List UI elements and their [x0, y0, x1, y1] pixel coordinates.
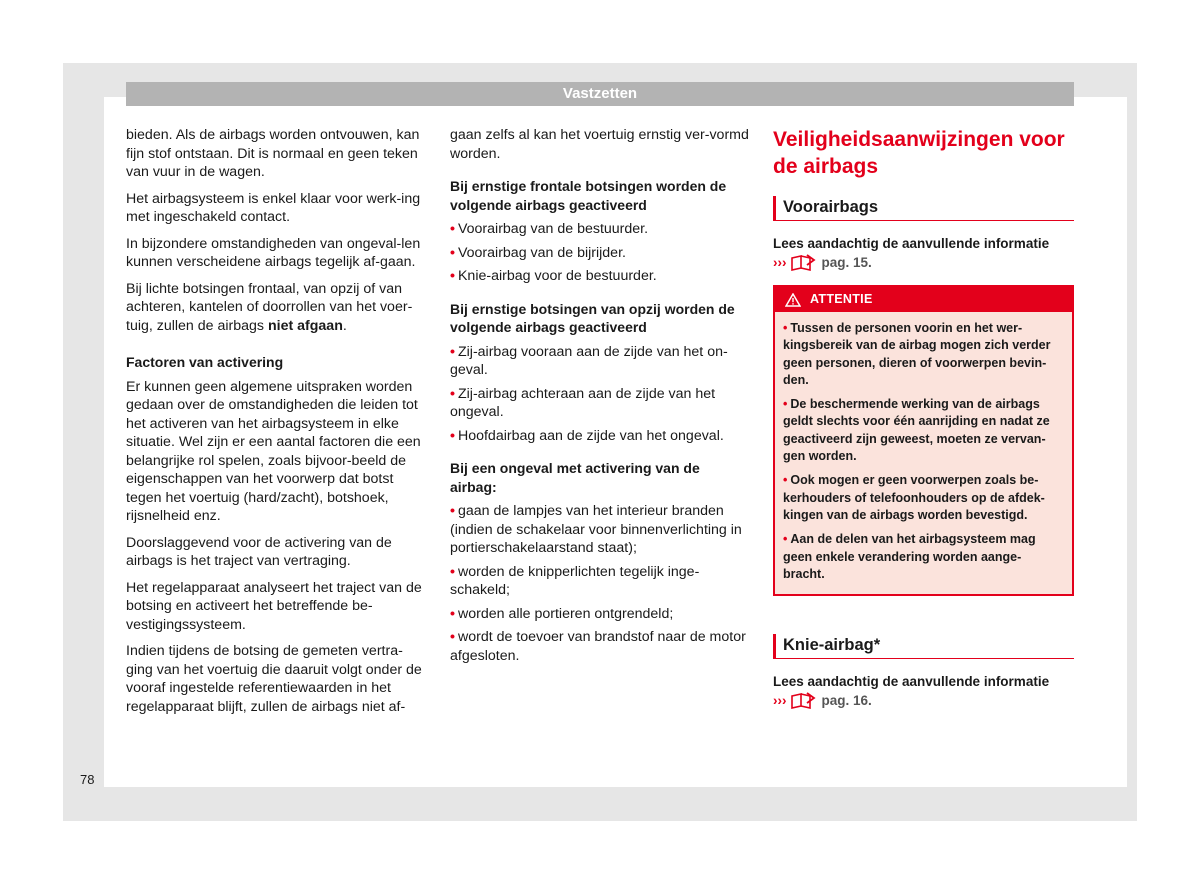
- bullet-dot: •: [450, 268, 455, 284]
- reference-page: pag. 16.: [821, 693, 872, 709]
- list-item-text: Hoofdairbag aan de zijde van het ongeval.: [457, 427, 724, 444]
- bullet-dot: •: [783, 397, 788, 412]
- list-item-text: Zij-airbag achteraan aan de zijde van het ongeval.: [450, 385, 716, 420]
- bullet-dot: •: [450, 605, 455, 622]
- list-item: [450, 244, 750, 263]
- bullet-list: [450, 220, 750, 286]
- bullet-dot: •: [450, 563, 455, 580]
- warning-item-text: Ook mogen er geen voorwerpen zoals be-kerhouders of telefoonhouders op de afdek-kingen van de airbags worden bevestigd.: [783, 473, 1045, 522]
- list-item: [450, 427, 750, 446]
- warning-item-text: Aan de delen van het airbagsysteem mag geen enkele verandering worden aange-bracht.: [783, 532, 1036, 581]
- bullet-dot: •: [783, 321, 788, 335]
- section-heading: Factoren van activering: [126, 354, 284, 370]
- warning-item: [783, 531, 1062, 583]
- list-item-text: wordt de toevoer van brandstof naar de motor afgesloten.: [450, 629, 746, 664]
- page-reference-link[interactable]: [773, 253, 1074, 272]
- bullet-list: [450, 343, 750, 446]
- warning-item: [783, 320, 1062, 389]
- reference-intro: Lees aandachtig de aanvullende informatie: [773, 236, 1050, 251]
- emphasis-text: niet afgaan: [267, 317, 343, 334]
- warning-item: [783, 396, 1062, 465]
- reference-page: pag. 15.: [821, 255, 872, 270]
- list-item: [450, 385, 750, 422]
- book-reference-icon: [790, 692, 816, 710]
- warning-box: [773, 285, 1074, 596]
- paragraph: [126, 280, 428, 336]
- paragraph: bieden. Als de airbags worden ontvouwen, kan fijn stof ontstaan. Dit is normaal en geen teken van vuur in de wagen.: [126, 127, 420, 180]
- section-heading: Bij ernstige botsingen van opzij worden de volgende airbags geactiveerd: [450, 300, 735, 335]
- list-item: [450, 343, 750, 380]
- section-title: Veiligheidsaanwijzingen voor de airbags: [773, 128, 1065, 178]
- bullet-dot: •: [783, 473, 788, 488]
- warning-body: [775, 312, 1072, 594]
- subsection-heading-knee-airbag: Knie-airbag*: [773, 634, 1074, 659]
- paragraph: In bijzondere omstandigheden van ongeval-len kunnen verscheidene airbags tegelijk af-gaan.: [126, 235, 421, 270]
- bullet-dot: •: [783, 532, 788, 547]
- bullet-dot: •: [450, 385, 455, 402]
- list-item-text: gaan de lampjes van het interieur branden (indien de schakelaar voor binnenverlichting in portierschakelaarstand staat);: [450, 503, 742, 556]
- column-1: [126, 126, 428, 724]
- list-item-text: Zij-airbag vooraan aan de zijde van het on-geval.: [450, 343, 728, 378]
- warning-header: [775, 287, 1072, 312]
- column-3: [773, 126, 1074, 710]
- spacer: [773, 596, 1074, 634]
- bullet-dot: •: [450, 427, 455, 444]
- warning-item-text: De beschermende werking van de airbags geldt slechts voor één aanrijding en nadat ze geactiveerd zijn geweest, moeten ze vervan-gen worden.: [783, 397, 1050, 464]
- section-heading: Bij ernstige frontale botsingen worden de volgende airbags geactiveerd: [450, 178, 727, 213]
- list-item-text: worden alle portieren ontgrendeld;: [457, 605, 674, 622]
- list-item: [450, 605, 750, 624]
- book-reference-icon: [790, 254, 816, 272]
- paragraph: Het regelapparaat analyseert het traject van de botsing en activeert het betreffende be-vestigingssysteem.: [126, 579, 422, 633]
- subsection-heading-front-airbags: Voorairbags: [773, 196, 1074, 221]
- section-heading: Bij een ongeval met activering van de airbag:: [450, 460, 700, 495]
- paragraph: gaan zelfs al kan het voertuig ernstig ver-vormd worden.: [450, 127, 749, 162]
- list-item: [450, 220, 750, 239]
- warning-item: [783, 472, 1062, 524]
- bullet-dot: •: [450, 343, 455, 360]
- paragraph: Er kunnen geen algemene uitspraken worden gedaan over de omstandigheden die leiden tot het activeren van het airbagsysteem in elke situatie. Wel zijn er een aantal factoren die een belangrijke rol spelen, zoals bijvoor-beeld de eigenschappen van het voorwerp dat botst tegen het voertuig (hard/zacht), botshoek, rijsnelheid enz.: [126, 378, 421, 524]
- list-item: [450, 502, 750, 558]
- paragraph-end: .: [342, 317, 347, 334]
- column-2: [450, 126, 750, 671]
- list-item-text: Knie-airbag voor de bestuurder.: [457, 268, 657, 284]
- page-reference-link[interactable]: [773, 691, 1074, 710]
- list-item-text: Voorairbag van de bijrijder.: [457, 244, 626, 261]
- reference-arrows: ›››: [773, 693, 787, 709]
- list-item: [450, 267, 750, 286]
- bullet-dot: •: [450, 503, 455, 519]
- page-number: 78: [80, 772, 95, 787]
- bullet-dot: •: [450, 221, 455, 237]
- bullet-dot: •: [450, 244, 455, 261]
- warning-label: ATTENTIE: [810, 292, 873, 307]
- paragraph: Indien tijdens de botsing de gemeten vertra-ging van het voertuig die daaruit volgt onder de vooraf ingestelde referentiewaarden in het regelapparaat blijft, zullen de airbags niet af-: [126, 643, 422, 715]
- paragraph: Het airbagsysteem is enkel klaar voor werk-ing met ingeschakeld contact.: [126, 190, 421, 225]
- paragraph: Doorslaggevend voor de activering van de airbags is het traject van vertraging.: [126, 534, 392, 569]
- warning-item-text: Tussen de personen voorin en het wer-kingsbereik van de airbag mogen zich verder geen personen, dieren of voorwerpen bevin-den.: [783, 321, 1051, 387]
- bullet-list: [450, 502, 750, 665]
- warning-triangle-icon: [785, 293, 801, 307]
- chapter-header: Vastzetten: [126, 82, 1074, 106]
- bullet-dot: •: [450, 629, 455, 645]
- list-item-text: Voorairbag van de bestuurder.: [457, 221, 649, 237]
- reference-intro: Lees aandachtig de aanvullende informatie: [773, 674, 1050, 690]
- reference-arrows: ›››: [773, 255, 787, 270]
- paragraph-text: Bij lichte botsingen frontaal, van opzij of van achteren, kantelen of doorrollen van het voer-tuig, zullen de airbags: [126, 280, 413, 334]
- list-item: [450, 563, 750, 600]
- list-item-text: worden de knipperlichten tegelijk inge-schakeld;: [450, 563, 700, 598]
- list-item: [450, 628, 750, 665]
